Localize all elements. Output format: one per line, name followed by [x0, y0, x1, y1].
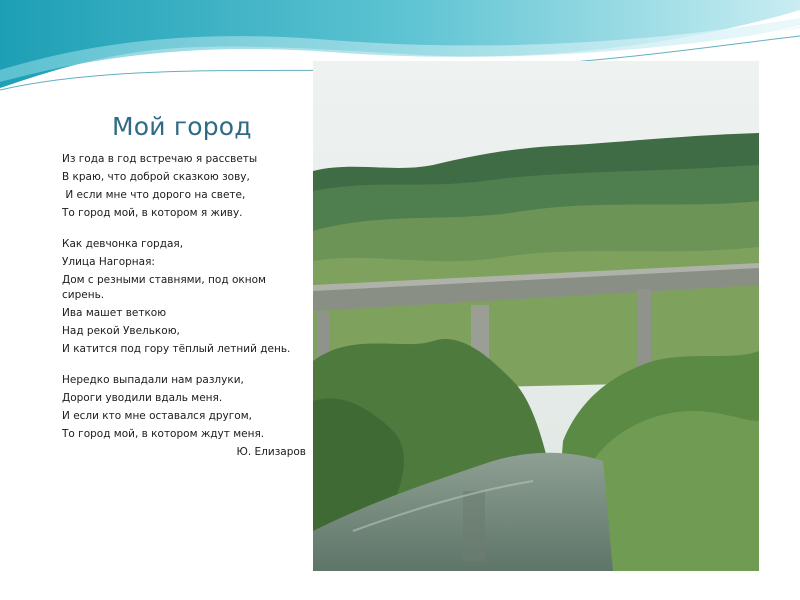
poem-line: То город мой, в котором ждут меня. [62, 428, 265, 440]
poem-line: И если кто мне оставался другом, [62, 410, 252, 422]
poem-line: То город мой, в котором я живу. [62, 207, 243, 219]
poem-line: Нередко выпадали нам разлуки, [62, 374, 244, 386]
poem-author: Ю. Елизаров [236, 446, 306, 458]
poem-line: Из года в год встречаю я рассветы [62, 153, 258, 165]
poem-line: И катится под гору тёплый летний день. [62, 343, 291, 355]
river-bridge-photo [313, 61, 759, 571]
poem-line: И если мне что дорого на свете, [62, 189, 246, 201]
poem-line: Как девчонка гордая, [62, 238, 184, 250]
stanza-gap [62, 360, 302, 373]
slide-title: Мой город [112, 112, 252, 141]
poem-line: Улица Нагорная: [62, 256, 155, 268]
stanza-gap [62, 224, 302, 237]
poem-line: Над рекой Увелькою, [62, 325, 180, 337]
poem-line: В краю, что доброй сказкою зову, [62, 171, 250, 183]
poem-line: Ива машет веткою [62, 307, 167, 319]
poem-text [62, 152, 306, 463]
poem-line: Дороги уводили вдаль меня. [62, 392, 223, 404]
poem-line: Дом с резными ставнями, под окном сирень. [62, 274, 266, 301]
